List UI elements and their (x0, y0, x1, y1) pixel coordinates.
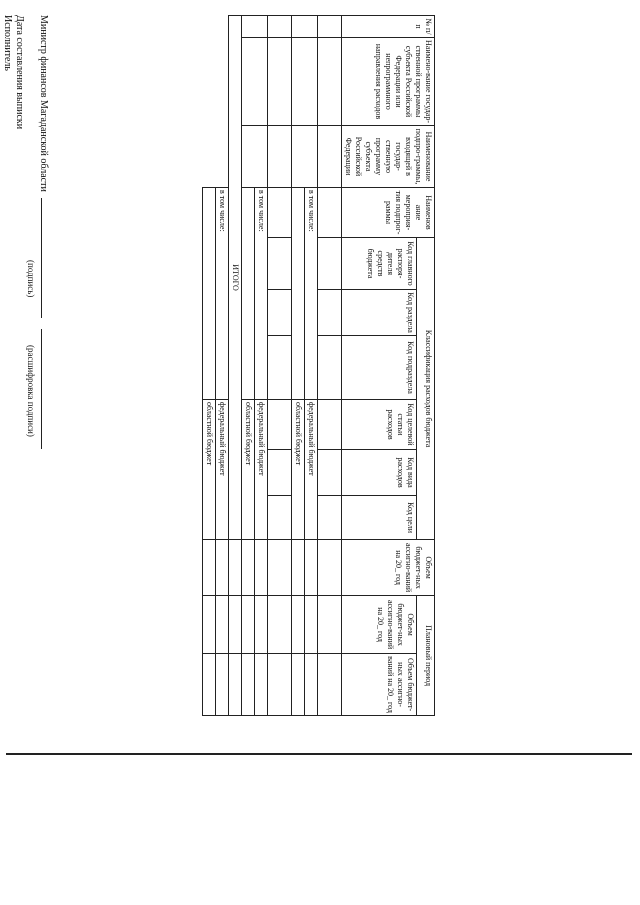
including-label: в том числе: (255, 188, 268, 400)
header-subprogram: Наименование подпро-граммы, входящей в государ-ственную программу субъекта Российской Федерации (342, 126, 435, 188)
header-measure: Наименов ание мероприя-тия подпрог-раммы (342, 188, 435, 238)
allocation-table-wrap (202, 15, 435, 715)
allocation-table (202, 15, 435, 716)
decode-caption: (расшифровка подписи) (26, 345, 36, 437)
table-row (305, 16, 318, 716)
header-num: № п/п (342, 16, 435, 38)
total-label: ИТОГО (229, 16, 242, 540)
table-row (268, 16, 292, 716)
regional-label: областной бюджет (242, 400, 255, 540)
signature-field (41, 198, 42, 318)
header-target: Код целевой статьи расходов (342, 400, 417, 450)
federal-label: федеральный бюджет (255, 400, 268, 540)
header-grbs: Код главного распоря-дителя средств бюджета (342, 238, 417, 290)
header-kind: Код вида расходов (342, 450, 417, 496)
table-row (318, 16, 342, 716)
header-section: Код раздела (342, 290, 417, 336)
table-row (255, 16, 268, 716)
header-planned: Плановый период (416, 596, 434, 716)
header-planned-2: Объем бюджет-ных ассигно-ваний на 20_ год (342, 654, 417, 716)
signature-caption: (подпись) (26, 260, 36, 298)
regional-label: областной бюджет (203, 400, 216, 540)
table-row (216, 16, 229, 716)
minister-signature-line (37, 15, 49, 715)
table-row (203, 16, 216, 716)
header-volume: Объем бюджет-ных ассигно-ваний на 20_ год (342, 540, 435, 596)
executor-label: Исполнитель (2, 15, 13, 71)
decode-field (41, 329, 42, 449)
rotated-form-sheet (2, 15, 435, 735)
header-goal: Код цели (342, 496, 417, 540)
minister-title: Министр финансов Магаданской области (38, 15, 49, 192)
header-classification: Классификация расходов бюджета (416, 238, 434, 540)
including-label: в том числе: (216, 188, 229, 400)
header-subsection: Код подраздела (342, 336, 417, 400)
federal-label: федеральный бюджет (305, 400, 318, 540)
header-planned-1: Объем бюджет-ных ассигно-ваний на 20_ год (342, 596, 417, 654)
total-row (229, 16, 242, 716)
regional-label: областной бюджет (292, 400, 305, 540)
phone-label (0, 15, 1, 33)
page-divider (6, 753, 632, 755)
date-label: Дата составления выписки (14, 15, 25, 130)
including-label: в том числе: (305, 188, 318, 400)
header-program: Наимено-вание государ-ственной программы субъекта Российской Федерации или непрограммного направления расходов (342, 38, 435, 126)
federal-label: федеральный бюджет (216, 400, 229, 540)
header-row-1 (416, 16, 434, 716)
